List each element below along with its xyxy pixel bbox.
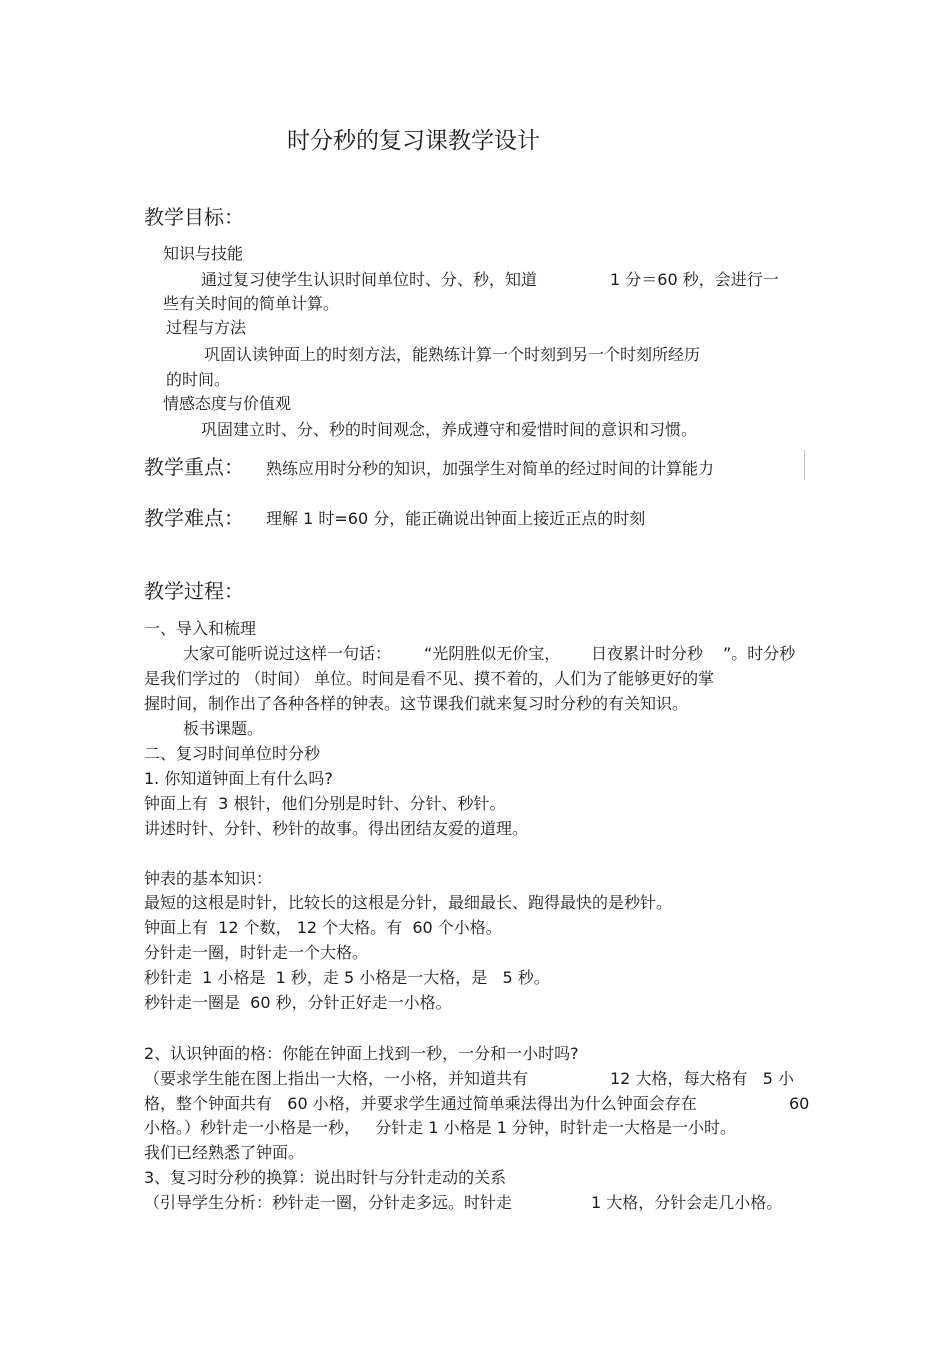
key-point-label: 教学重点： bbox=[144, 455, 244, 479]
question3-line1b: 1 大格，分针会走几小格。 bbox=[591, 1193, 783, 1212]
question1: 1. 你知道钟面上有什么吗? bbox=[144, 769, 333, 788]
margin-rule bbox=[804, 450, 805, 480]
clock-basics-3: 分针走一圈，时针走一个大格。 bbox=[144, 943, 369, 962]
clock-basics-2: 钟面上有 12 个数， 12 个大格。有 60 个小格。 bbox=[144, 918, 502, 937]
question2-line3: 小格。）秒针走一小格是一秒， 分针走 1 小格是 1 分钟，时针走一大格是一小时。 bbox=[144, 1118, 736, 1137]
emotion-label: 情感态度与价值观 bbox=[163, 394, 292, 413]
key-point-text: 熟练应用时分秒的知识，加强学生对简单的经过时间的计算能力 bbox=[266, 459, 715, 478]
section1-para3: 握时间，制作出了各种各样的钟表。这节课我们就来复习时分秒的有关知识。 bbox=[144, 694, 689, 713]
clock-basics-title: 钟表的基本知识： bbox=[144, 869, 273, 888]
question2-line2b: 60 bbox=[789, 1094, 810, 1113]
difficult-point-text: 理解 1 时=60 分，能正确说出钟面上接近正点的时刻 bbox=[266, 509, 646, 528]
clock-basics-5: 秒针走一圈是 60 秒，分针正好走一小格。 bbox=[144, 993, 452, 1012]
process-heading: 教学过程： bbox=[144, 579, 244, 603]
question2-line4: 我们已经熟悉了钟面。 bbox=[144, 1143, 305, 1162]
question1-answer2: 讲述时针、分针、秒针的故事。得出团结友爱的道理。 bbox=[144, 819, 529, 838]
page-title: 时分秒的复习课教学设计 bbox=[287, 128, 540, 154]
process-text-line2: 的时间。 bbox=[166, 370, 231, 389]
process-text-line1: 巩固认读钟面上的时刻方法，能熟练计算一个时刻到另一个时刻所经历 bbox=[204, 345, 701, 364]
goals-heading: 教学目标： bbox=[144, 205, 244, 229]
section1-title: 一、导入和梳理 bbox=[144, 619, 257, 638]
process-label: 过程与方法 bbox=[166, 318, 247, 337]
section1-para4: 板书课题。 bbox=[183, 719, 264, 738]
question3: 3、复习时分秒的换算：说出时针与分针走动的关系 bbox=[144, 1168, 507, 1187]
question2-line1a: （要求学生能在图上指出一大格，一小格，并知道共有 bbox=[144, 1069, 529, 1088]
knowledge-text-line1a: 通过复习使学生认识时间单位时、分、秒，知道 bbox=[201, 270, 538, 289]
section1-para1b: “光阴胜似无价宝， bbox=[424, 644, 561, 663]
question2-line2a: 格，整个钟面共有 60 小格，并要求学生通过简单乘法得出为什么钟面会存在 bbox=[144, 1094, 697, 1113]
clock-basics-1: 最短的这根是时针，比较长的这根是分针，最细最长、跑得最快的是秒针。 bbox=[144, 893, 673, 912]
knowledge-text-line2: 些有关时间的简单计算。 bbox=[163, 294, 340, 313]
question1-answer1: 钟面上有 3 根针，他们分别是时针、分针、秒针。 bbox=[144, 794, 506, 813]
section1-para1d: ”。时分秒 bbox=[723, 644, 796, 663]
knowledge-label: 知识与技能 bbox=[163, 244, 244, 263]
knowledge-text-line1b: 1 分＝60 秒，会进行一 bbox=[610, 270, 779, 289]
emotion-text: 巩固建立时、分、秒的时间观念，养成遵守和爱惜时间的意识和习惯。 bbox=[201, 420, 698, 439]
section1-para1c: 日夜累计时分秒 bbox=[591, 644, 704, 663]
section1-para1a: 大家可能听说过这样一句话： bbox=[183, 644, 392, 663]
question2: 2、认识钟面的格：你能在钟面上找到一秒，一分和一小时吗? bbox=[144, 1044, 579, 1063]
section2-title: 二、复习时间单位时分秒 bbox=[144, 744, 321, 763]
clock-basics-4: 秒针走 1 小格是 1 秒，走 5 小格是一大格，是 5 秒。 bbox=[144, 968, 550, 987]
question3-line1a: （引导学生分析：秒针走一圈，分针走多远。时针走 bbox=[144, 1193, 513, 1212]
difficult-point-label: 教学难点： bbox=[144, 506, 244, 530]
section1-para2: 是我们学过的 （时间） 单位。时间是看不见、摸不着的，人们为了能够更好的掌 bbox=[144, 669, 715, 688]
question2-line1b: 12 大格，每大格有 5 小 bbox=[610, 1069, 794, 1088]
